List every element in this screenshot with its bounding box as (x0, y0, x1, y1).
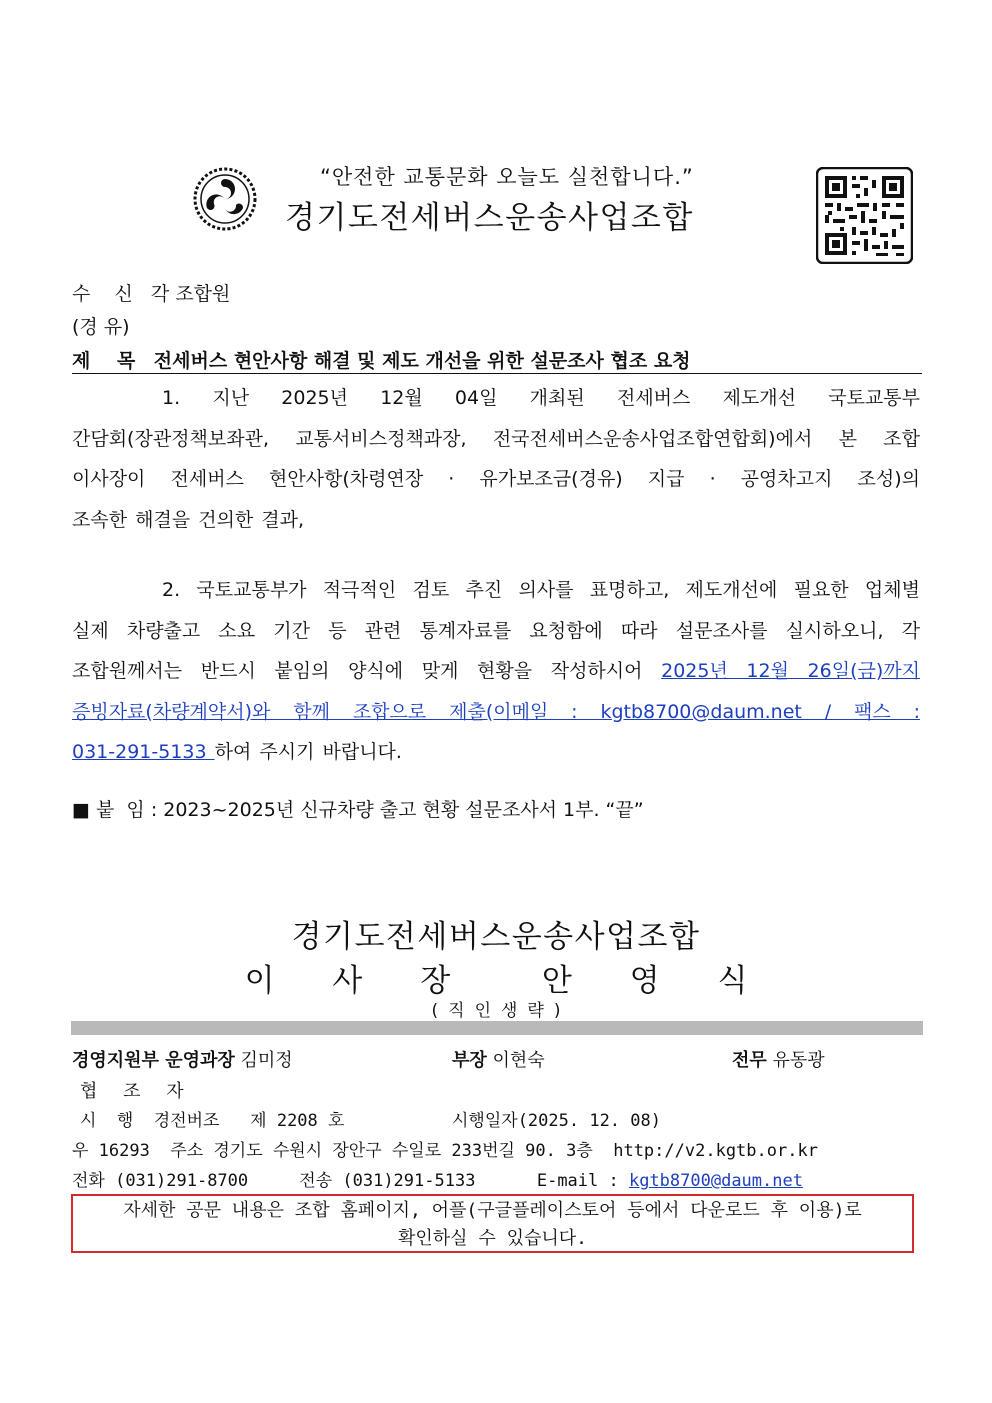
notice-box (71, 1194, 914, 1253)
executive (732, 1046, 825, 1072)
p2-line-text: 하여 주시기 바랍니다. (214, 741, 402, 763)
union-logo-icon (192, 166, 258, 232)
recipient-label: 수 신 (72, 283, 133, 305)
recipient-line (72, 279, 230, 306)
p1-line: 간담회(장관정책보좌관, 교통서비스정책과장, 전국전세버스운송사업조합연합회)에서 본 조합 (72, 427, 920, 450)
deadline-highlight: 2025년 12월 26일(금)까지 (661, 660, 920, 682)
attachment-line: ■ 붙 임 : 2023~2025년 신규차량 출고 현황 설문조사서 1부. “끝” (72, 799, 644, 821)
manager-title: 경영지원부 운영과장 (72, 1050, 235, 1071)
address-line: 우 16293 주소 경기도 수원시 장안구 수일로 233번길 90. 3층 http://v2.kgtb.or.kr (72, 1141, 818, 1161)
qr-code-icon (816, 167, 913, 264)
p1-line: 1. 지난 2025년 12월 04일 개최된 전세버스 제도개선 국토교통부 (162, 387, 920, 409)
manager (72, 1046, 293, 1072)
signature-chairman: 이 사 장 안 영 식 (244, 963, 772, 999)
subject-line (72, 346, 691, 373)
p2-line: 실제 차량출고 소요 기간 등 관련 통계자료를 요청함에 따라 설문조사를 실시하오니, 각 (72, 619, 920, 642)
divider-bar (71, 1021, 923, 1035)
p1-line: 조속한 해결을 건의한 결과, (72, 508, 305, 531)
email-link[interactable]: kgtb8700@daum.net (628, 1171, 803, 1191)
seal-omitted-note: (직인생략) (431, 1001, 571, 1021)
director-title: 부장 (452, 1050, 487, 1071)
paragraph-2 (72, 570, 920, 773)
contact-text: 전화 (031)291-8700 전송 (031)291-5133 E-mail : (72, 1171, 629, 1191)
notice-line: 자세한 공문 내용은 조합 홈페이지, 어플(구글플레이스토어 등에서 다운로드 후 이용)로 (123, 1200, 862, 1221)
cooperation-label: 협 조 자 (80, 1081, 194, 1102)
p1-line: 이사장이 전세버스 현안사항(차령연장 · 유가보조금(경유) 지급 · 공영차고지 조성)의 (72, 468, 920, 490)
contact-line (72, 1166, 803, 1191)
p2-line-text: 조합원께서는 반드시 붙임의 양식에 맞게 현황을 작성하시어 (72, 660, 662, 682)
p2-line (72, 732, 920, 773)
exec-name: 유동광 (772, 1050, 825, 1071)
submission-highlight: 증빙자료(차량계약서)와 함께 조합으로 제출(이메일 : kgtb8700@daum.net / 팩스 : (72, 700, 920, 723)
director (452, 1046, 545, 1072)
subject-label: 제 목 (72, 350, 136, 372)
org-title: 경기도전세버스운송사업조합 (285, 200, 694, 236)
paragraph-1 (72, 378, 920, 540)
subject-value: 전세버스 현안사항 해결 및 제도 개선을 위한 설문조사 협조 요청 (153, 350, 691, 372)
signature-org: 경기도전세버스운송사업조합 (291, 919, 701, 955)
recipient-value: 각 조합원 (150, 283, 231, 305)
execution-date: 시행일자(2025. 12. 08) (452, 1111, 661, 1131)
manager-name: 김미정 (240, 1050, 293, 1071)
execution-number: 시 행 경전버조 제 2208 호 (80, 1111, 345, 1131)
subject-divider (72, 373, 922, 374)
slogan: “안전한 교통문화 오늘도 실천합니다.” (320, 165, 694, 189)
p2-line: 2. 국토교통부가 적극적인 검토 추진 의사를 표명하고, 제도개선에 필요한 업체별 (162, 579, 920, 601)
fax-highlight: 031-291-5133 (72, 741, 215, 763)
director-name: 이현숙 (492, 1050, 545, 1071)
notice-line: 확인하실 수 있습니다. (397, 1228, 587, 1249)
via-line: (경 유) (72, 316, 130, 338)
exec-title: 전무 (732, 1050, 767, 1071)
p2-line (72, 660, 920, 682)
